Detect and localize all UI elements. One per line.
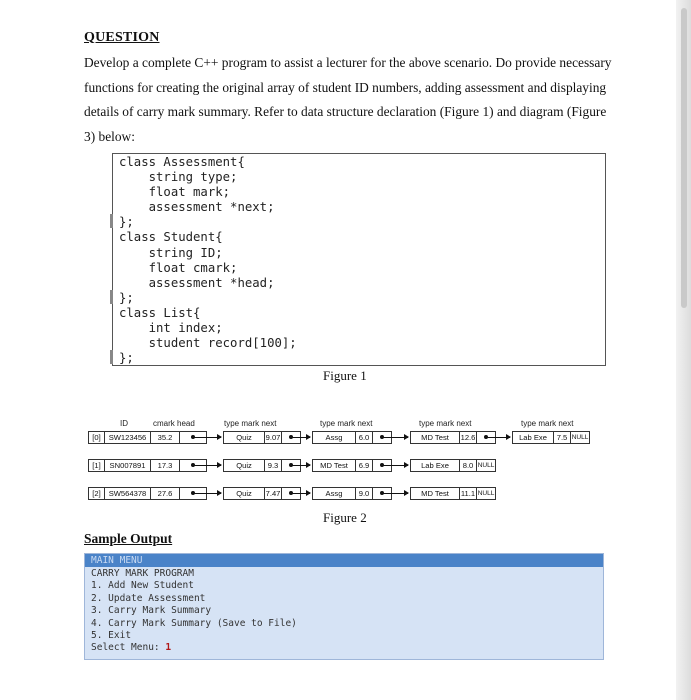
console-output <box>85 567 603 655</box>
figure1-caption: Figure 1 <box>323 368 367 383</box>
node-type: Quiz <box>223 431 265 444</box>
record-index: [2] <box>88 487 104 500</box>
node-next: NULL <box>476 459 496 472</box>
pointer-arrow <box>383 437 408 438</box>
node-type: MD Test <box>410 431 460 444</box>
console-line: 3. Carry Mark Summary <box>91 605 212 617</box>
pointer-arrow <box>292 437 310 438</box>
node-mark: 9.07 <box>265 433 281 442</box>
node-mark: 9.0 <box>355 487 373 500</box>
paragraph-line: Develop a complete C++ program to assist a lecturer for the above scenario. Do provide necessary <box>84 55 612 70</box>
code-margin-marker <box>110 290 113 304</box>
node-next: NULL <box>570 431 590 444</box>
figure1-code: class Assessment{ string type; float mark; assessment *next; }; class Student{ string ID; float cmark; assessment *head; }; class List{ int index; student record[100]; }; <box>119 155 297 366</box>
question-heading: QUESTION <box>84 30 160 45</box>
record-id: SW123456 <box>104 431 151 444</box>
console-line: 2. Update Assessment <box>91 592 206 604</box>
sample-output-title: Sample Output <box>84 531 173 546</box>
pointer-arrow <box>194 493 221 494</box>
record-cmark: 27.6 <box>150 487 180 500</box>
pointer-arrow <box>383 493 408 494</box>
header-type-mark-next: type mark next <box>224 419 277 428</box>
record-cmark: 35.2 <box>150 431 180 444</box>
scrollbar[interactable] <box>681 8 687 308</box>
figure2-caption: Figure 2 <box>323 510 367 525</box>
node-mark: 8.0 <box>459 459 477 472</box>
record-id: SW564378 <box>104 487 151 500</box>
pointer-arrow <box>487 437 510 438</box>
node-mark: 12.6 <box>460 433 476 442</box>
header-id: ID <box>120 419 128 428</box>
pointer-arrow <box>194 437 221 438</box>
node-next: NULL <box>476 487 496 500</box>
figure2-diagram <box>88 416 608 506</box>
paragraph-line: details of carry mark summary. Refer to data structure declaration (Figure 1) and diagram (Figure <box>84 104 607 120</box>
header-cmark-head: cmark head <box>153 419 195 428</box>
code-margin-marker <box>110 214 113 228</box>
node-mark: 9.3 <box>264 459 282 472</box>
pointer-arrow <box>383 465 408 466</box>
node-mark: 7.5 <box>553 431 571 444</box>
node-type: Lab Exe <box>410 459 460 472</box>
node-type: MD Test <box>312 459 356 472</box>
header-type-mark-next: type mark next <box>521 419 574 428</box>
console-line: 4. Carry Mark Summary (Save to File) <box>91 617 297 629</box>
record-id: SN007891 <box>104 459 151 472</box>
pointer-arrow <box>194 465 221 466</box>
record-index: [1] <box>88 459 104 472</box>
code-margin-marker <box>110 350 113 364</box>
prompt-label: Select Menu: <box>91 642 166 654</box>
console-window <box>84 553 604 660</box>
pointer-arrow <box>292 493 310 494</box>
console-prompt-line <box>91 642 603 654</box>
node-type: MD Test <box>410 487 460 500</box>
question-paragraph <box>84 51 614 149</box>
figure1-code-box <box>112 153 606 366</box>
record-index: [0] <box>88 431 104 444</box>
node-type: Quiz <box>223 487 265 500</box>
node-mark: 7.47 <box>265 489 281 498</box>
node-type: Assg <box>312 487 356 500</box>
node-mark: 11.1 <box>460 489 476 498</box>
console-line: CARRY MARK PROGRAM <box>91 568 194 579</box>
paragraph-line: functions for creating the original array of student ID numbers, adding assessment and displaying <box>84 79 607 95</box>
node-type: Quiz <box>223 459 265 472</box>
record-cmark: 17.3 <box>150 459 180 472</box>
prompt-value: 1 <box>165 642 172 654</box>
node-mark: 6.9 <box>355 459 373 472</box>
header-type-mark-next: type mark next <box>320 419 373 428</box>
header-type-mark-next: type mark next <box>419 419 472 428</box>
paragraph-line: 3) below: <box>84 128 135 144</box>
pointer-arrow <box>292 465 310 466</box>
console-line: 1. Add New Student <box>91 580 194 592</box>
node-type: Lab Exe <box>512 431 554 444</box>
console-title-bar: MAIN MENU <box>85 554 603 567</box>
console-line: 5. Exit <box>91 630 132 642</box>
node-mark: 6.0 <box>355 431 373 444</box>
node-type: Assg <box>312 431 356 444</box>
